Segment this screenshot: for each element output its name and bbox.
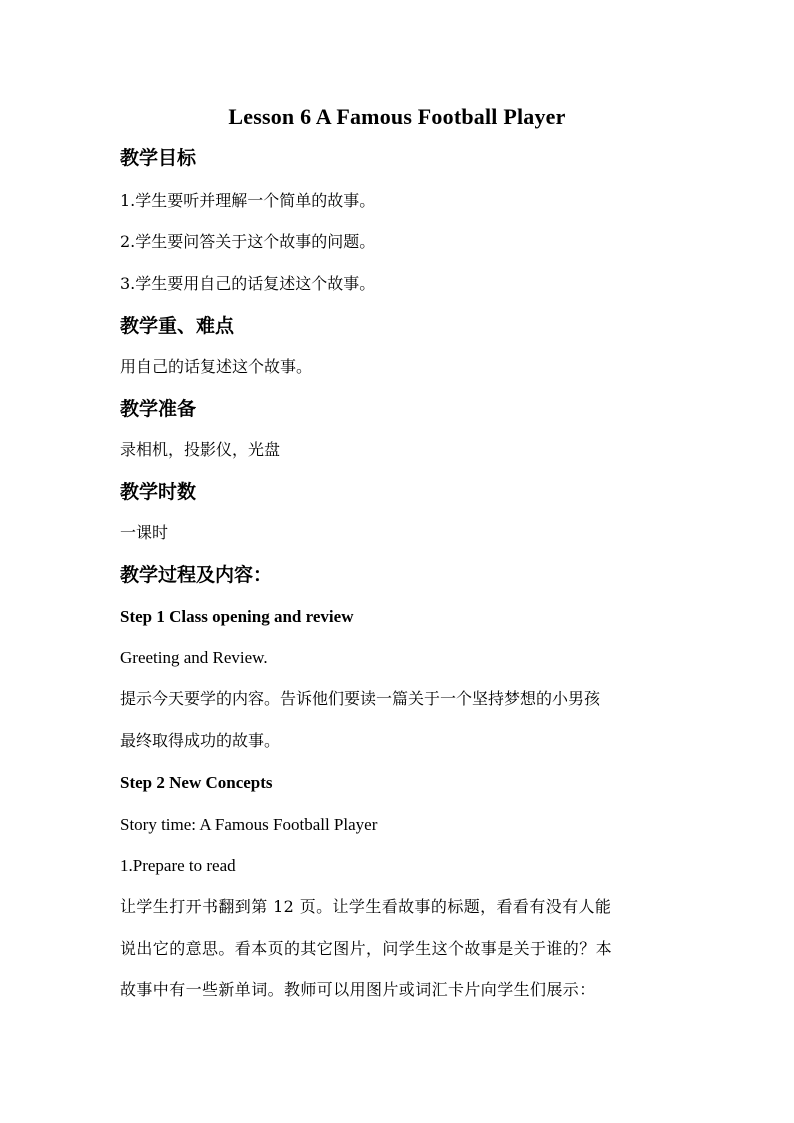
goal-item-1: 1.学生要听并理解一个简单的故事。 — [120, 191, 376, 210]
prepare-desc-line-3: 故事中有一些新单词。教师可以用图片或词汇卡片向学生们展示： — [120, 980, 596, 999]
process-heading: 教学过程及内容： — [120, 564, 273, 586]
key-points-text: 用自己的话复述这个故事。 — [120, 357, 313, 376]
preparation-heading: 教学准备 — [120, 398, 197, 420]
prepare-desc-line-1: 让学生打开书翻到第 12 页。让学生看故事的标题，看看有没有人能 — [120, 897, 612, 916]
goals-heading: 教学目标 — [120, 147, 197, 169]
goal-item-2: 2.学生要问答关于这个故事的问题。 — [120, 232, 376, 251]
hours-text: 一课时 — [120, 523, 169, 542]
prepare-heading: 1.Prepare to read — [120, 856, 236, 875]
prepare-desc-line-2: 说出它的意思。看本页的其它图片，问学生这个故事是关于谁的？本 — [120, 939, 613, 958]
document-title: Lesson 6 A Famous Football Player — [228, 104, 566, 129]
step1-desc-line-1: 提示今天要学的内容。告诉他们要读一篇关于一个坚持梦想的小男孩 — [120, 689, 601, 708]
key-points-heading: 教学重、难点 — [120, 315, 235, 337]
step1-heading: Step 1 Class opening and review — [120, 607, 354, 626]
goal-item-3: 3.学生要用自己的话复述这个故事。 — [120, 274, 376, 293]
preparation-text: 录相机，投影仪，光盘 — [120, 440, 281, 459]
step1-text: Greeting and Review. — [120, 648, 268, 667]
step2-heading: Step 2 New Concepts — [120, 773, 273, 792]
hours-heading: 教学时数 — [120, 481, 197, 503]
story-time-text: Story time: A Famous Football Player — [120, 815, 378, 834]
step1-desc-line-2: 最终取得成功的故事。 — [120, 731, 281, 750]
